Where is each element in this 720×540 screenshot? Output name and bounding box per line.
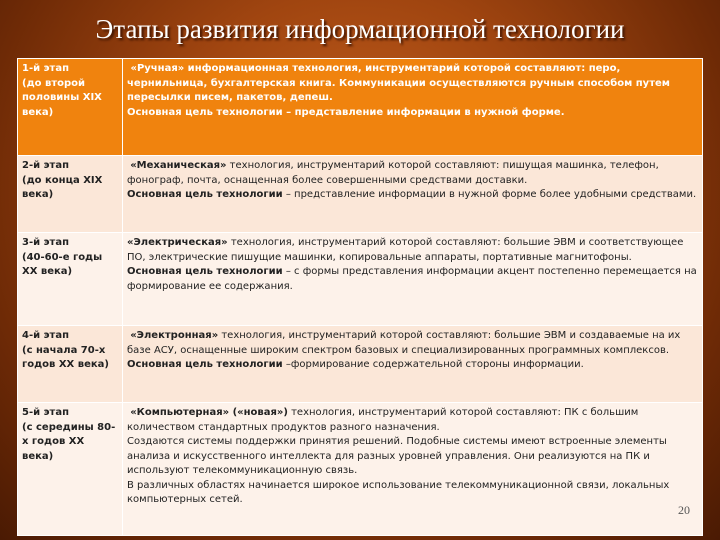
stage-cell xyxy=(18,59,123,156)
technology-name: «Ручная» xyxy=(130,63,185,74)
technology-name: «Механическая» xyxy=(130,160,227,171)
stages-table xyxy=(17,58,703,536)
description-cell xyxy=(123,156,703,233)
stage-label: 5-й этап xyxy=(22,407,69,418)
goal-text: – представление информации в нужной форме. xyxy=(282,106,565,118)
stage-period: (до конца XIX века) xyxy=(22,174,103,200)
technology-name: «Компьютерная» («новая») xyxy=(130,407,288,418)
goal-text: –формирование содержательной стороны информации. xyxy=(282,359,584,370)
description-cell xyxy=(123,233,703,326)
stage-period: (с середины 80-х годов XX века) xyxy=(22,421,116,462)
technology-description: технология, инструментарий которой составляют: ПК с большим количеством стандартных продуктов разного назначения. xyxy=(127,407,639,433)
stage-label: 4-й этап xyxy=(22,330,69,341)
table-row xyxy=(18,156,703,233)
technology-description: технология, инструментарий которой составляют: большие ЭВМ и соответствующее ПО, электрические пишущие машинки, копировальные аппараты, портативные магнитофоны. xyxy=(127,237,684,263)
goal-text: – с формы представления информации акцент постепенно перемещается на формирование ее содержания. xyxy=(127,266,697,292)
description-cell xyxy=(123,403,703,536)
page-number: 20 xyxy=(678,503,690,517)
stage-period: (с начала 70-х годов XX века) xyxy=(22,344,109,370)
table-row xyxy=(18,233,703,326)
description-cell xyxy=(123,326,703,403)
technology-name: «Электрическая» xyxy=(127,237,228,248)
goal-label: Основная цель технологии xyxy=(127,359,283,370)
description-cell xyxy=(123,59,703,156)
stage-period: (до второй половины XIX века) xyxy=(22,77,102,118)
stage-period: (40-60-е годы XX века) xyxy=(22,251,103,277)
goal-label: Основная цель технологии xyxy=(127,189,283,200)
technology-description: технология, инструментарий которой составляют: большие ЭВМ и создаваемые на их базе АСУ, оснащенные широким спектром базовых и специализированных программных комплексов. xyxy=(127,330,681,356)
stage-cell xyxy=(18,403,123,536)
table-row xyxy=(18,403,703,536)
technology-name: «Электронная» xyxy=(130,330,219,341)
technology-description: технология, инструментарий которой составляют: пишущая машинка, телефон, фонограф, почта, оснащенная более совершенными средствами доставки. xyxy=(127,160,659,186)
description-paragraph: В различных областях начинается широкое использование телекоммуникационной связи, локальных компьютерных сетей. xyxy=(127,479,670,505)
technology-description: информационная технология, инструментарий которой составляют: перо, чернильница, бухгалтерская книга. Коммуникации осуществляются ручным способом путем пересылки писем, пакетов, депеш. xyxy=(127,63,670,103)
goal-label: Основная цель технологии xyxy=(127,106,283,118)
goal-text: – представление информации в нужной форме более удобными средствами. xyxy=(282,189,697,200)
stage-cell xyxy=(18,156,123,233)
page-title: Этапы развития информационной технологии xyxy=(95,14,625,44)
description-paragraph: Создаются системы поддержки принятия решений. Подобные системы имеют встроенные элементы анализа и искусственного интеллекта для разных уровней управления. Они реализуются на ПК и используют телекоммуникационную связь. xyxy=(127,436,667,476)
stage-label: 1-й этап xyxy=(22,63,69,74)
stage-cell xyxy=(18,326,123,403)
stage-label: 3-й этап xyxy=(22,237,69,248)
stage-cell xyxy=(18,233,123,326)
table-row xyxy=(18,326,703,403)
table-row xyxy=(18,59,703,156)
stage-label: 2-й этап xyxy=(22,160,69,171)
goal-label: Основная цель технологии xyxy=(127,266,283,277)
